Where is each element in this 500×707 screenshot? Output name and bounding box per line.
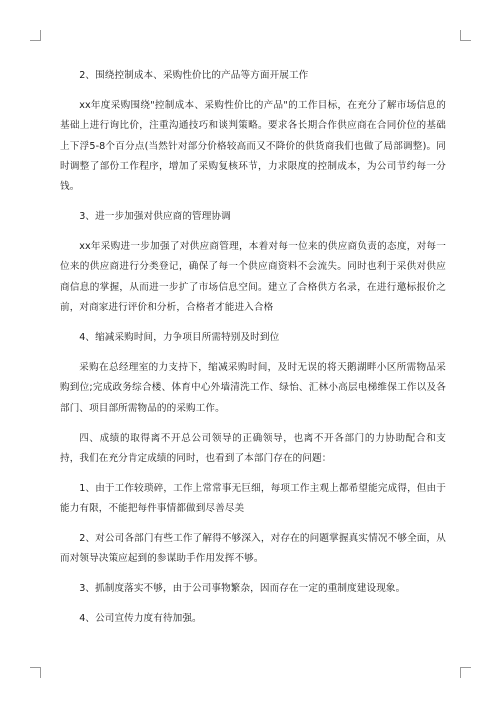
problem-item-2: 2、对公司各部门有些工作了解得不够深入，对存在的问题掌握真实情况不够全面，从而对领导决策应起到的参谋助手作用发挥不够。 [60,533,446,565]
paragraph-purchase-time: 采购在总经理室的力支持下，缩减采购时间，及时无误的将天鹅湖畔小区所需物品采购到位;完成政务综合楼、体育中心外墙清洗工作、绿怡、汇林小高层电梯维保工作以及各部门、项目部所需物品的的采购工作。 [60,362,446,414]
crop-mark-bottom-right [460,667,471,678]
crop-mark-top-left [30,30,41,41]
paragraph-achievements-problems: 四、成绩的取得离不开总公司领导的正确领导，也离不开各部门的力协助配合和支持，我们在充分肯定成绩的同时，也看到了本部门存在的问题： [60,432,446,464]
paragraph-cost-control: xx年度采购围绕"控制成本、采购性价比的产品"的工作目标，在充分了解市场信息的基础上进行询比价，注重沟通技巧和谈判策略。要求各长期合作供应商在合同价位的基础上下浮5-8个百分点(当然针对部分价格较高而又不降价的供货商我们也做了局部调整)。同时调整了部份工作程序，增加了采购复核环节，力求限度的控制成本，为公司节约每一分钱。 [60,99,446,193]
crop-mark-top-right [460,30,471,41]
problem-item-4: 4、公司宣传力度有待加强。 [79,613,202,625]
problem-item-1: 1、由于工作较琐碎，工作上常常事无巨细，每项工作主观上都希望能完成得，但由于能力有限，不能把每件事情都做到尽善尽美 [60,482,446,515]
section-heading-purchase-time: 4、缩减采购时间，力争项目所需特别及时到位 [79,332,280,344]
problem-item-3: 3、抓制度落实不够，由于公司事物繁杂，因而存在一定的重制度建设现象。 [79,583,406,595]
document-body [60,66,446,639]
section-heading-cost-control: 2、围绕控制成本、采购性价比的产品等方面开展工作 [79,70,309,81]
section-heading-supplier-management: 3、进一步加强对供应商的管理协调 [79,211,231,223]
crop-mark-bottom-left [30,667,41,678]
paragraph-supplier-management: xx年采购进一步加强了对供应商管理，本着对每一位来的供应商负责的态度，对每一位来的供应商进行分类登记，确保了每一个供应商资料不会流失。同时也利于采供对供应商信息的掌握，从而进一步扩了市场信息空间。建立了合格供方名录，在进行邀标报价之前，对商家进行评价和分析，合格者才能进入合格 [60,241,446,314]
